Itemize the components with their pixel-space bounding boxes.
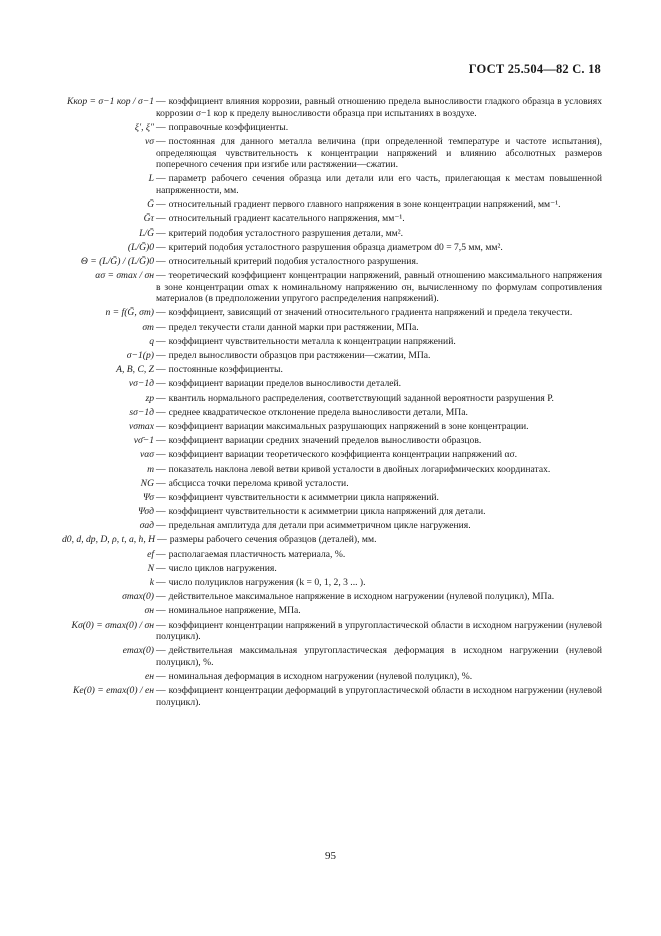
definition-text bbox=[156, 270, 602, 305]
definition-description: число циклов нагружения. bbox=[168, 562, 277, 574]
definition-symbol: q bbox=[149, 335, 154, 347]
definition-description: критерий подобия усталостного разрушения образца диаметром d0 = 7,5 мм, мм². bbox=[168, 241, 503, 253]
definition-dash: — bbox=[156, 96, 166, 107]
definition-description: коэффициент влияния коррозии, равный отношению предела выносливости гладкого образца в условиях коррозии σ−1 кор к пределу выносливости образца при испытаниях в воздухе. bbox=[156, 96, 602, 119]
definition-dash: — bbox=[156, 577, 166, 588]
definition-dash: — bbox=[156, 135, 166, 147]
definition-dash: — bbox=[156, 645, 166, 657]
definition-dash: — bbox=[156, 255, 166, 267]
page-header: ГОСТ 25.504—82 С. 18 bbox=[468, 62, 601, 76]
definition-text bbox=[156, 336, 602, 348]
definition-description: коэффициент чувствительности к асимметрии цикла напряжений. bbox=[168, 491, 439, 503]
definition-text bbox=[156, 478, 602, 490]
definition-description: теоретический коэффициент концентрации напряжений, равный отношению максимального напряжения в зоне концентрации σmax к номинальному напряжению σн, вычисленному по формулам сопротивления материалов (в предположении упругого распределения напряжений). bbox=[156, 270, 602, 305]
definition-description: относительный градиент первого главного напряжения в зоне концентрации напряжений, мм⁻¹. bbox=[168, 199, 561, 211]
definition-dash: — bbox=[156, 335, 166, 347]
definition-text bbox=[156, 563, 602, 575]
definition-symbol: Ke(0) = emax(0) / eн bbox=[72, 685, 154, 697]
definition-description: поправочные коэффициенты. bbox=[168, 121, 289, 133]
definition-row bbox=[62, 685, 602, 708]
definition-description: предел выносливости образцов при растяжении—сжатии, МПа. bbox=[168, 350, 431, 361]
definition-dash: — bbox=[156, 605, 166, 617]
definition-text bbox=[156, 242, 602, 254]
definition-row bbox=[62, 591, 602, 603]
definition-symbol: Ψσ bbox=[142, 491, 154, 503]
definition-row bbox=[62, 173, 602, 196]
definition-text bbox=[156, 671, 602, 683]
definition-symbol: L bbox=[148, 173, 154, 185]
definition-symbol: NG bbox=[140, 477, 154, 489]
definition-description: коэффициент концентрации напряжений в упругопластической области в исходном нагружении (нулевой полуцикл). bbox=[156, 619, 602, 643]
definition-row bbox=[62, 407, 602, 419]
definition-description: относительный градиент касательного напряжения, мм⁻¹. bbox=[168, 213, 405, 225]
definition-row bbox=[62, 577, 602, 589]
definition-description: коэффициент вариации пределов выносливости деталей. bbox=[168, 378, 402, 390]
definition-row bbox=[62, 435, 602, 447]
definition-row bbox=[62, 520, 602, 532]
definition-text bbox=[156, 136, 602, 171]
definition-symbol: sσ−1д bbox=[129, 406, 154, 418]
definition-text bbox=[156, 645, 602, 668]
definition-row bbox=[62, 464, 602, 476]
definition-text bbox=[156, 591, 602, 603]
definition-row bbox=[62, 534, 602, 546]
definition-text bbox=[156, 378, 602, 390]
definition-description: среднее квадратическое отклонение предела выносливости детали, МПа. bbox=[168, 406, 468, 418]
definition-text bbox=[156, 435, 602, 447]
definition-dash: — bbox=[156, 463, 166, 475]
definition-dash: — bbox=[156, 477, 166, 489]
definition-dash: — bbox=[156, 619, 166, 631]
definition-row bbox=[62, 307, 602, 319]
definition-description: коэффициент концентрации деформаций в упругопластической области в исходном нагружении (нулевой полуцикл). bbox=[156, 685, 602, 708]
definition-description: предельная амплитуда для детали при асимметричном цикле нагружения. bbox=[168, 520, 471, 532]
definition-symbol: σ−1(р) bbox=[126, 350, 154, 361]
definition-dash: — bbox=[156, 685, 166, 697]
definition-row bbox=[62, 122, 602, 134]
definition-text bbox=[156, 620, 602, 643]
definition-symbol: (L/Ḡ)0 bbox=[127, 241, 154, 253]
definition-row bbox=[62, 620, 602, 643]
definition-symbol: zp bbox=[145, 392, 154, 404]
definition-dash: — bbox=[156, 562, 166, 574]
definition-description: параметр рабочего сечения образца или детали или его часть, прилегающая к местам повышенной напряженности, мм. bbox=[156, 173, 602, 196]
definition-description: показатель наклона левой ветви кривой усталости в двойных логарифмических координатах. bbox=[168, 463, 551, 475]
definition-dash: — bbox=[156, 213, 166, 225]
definition-text bbox=[156, 605, 602, 617]
definition-dash: — bbox=[156, 520, 166, 532]
definition-row bbox=[62, 549, 602, 561]
definition-dash: — bbox=[156, 241, 166, 253]
definition-symbol: ασ = σmax / σн bbox=[95, 270, 154, 282]
definition-text bbox=[156, 213, 602, 225]
definition-text bbox=[156, 421, 602, 433]
definition-text bbox=[156, 549, 602, 561]
definition-text bbox=[156, 407, 602, 419]
definition-description: коэффициент чувствительности металла к концентрации напряжений. bbox=[168, 335, 456, 347]
definition-dash: — bbox=[156, 491, 166, 503]
definition-row bbox=[62, 213, 602, 225]
definition-description: предел текучести стали данной марки при растяжении, МПа. bbox=[168, 321, 419, 333]
page-number: 95 bbox=[325, 850, 336, 862]
definition-description: постоянная для данного металла величина (при определенной температуре и частоте испытания), определяющая чувствительность к концентрации напряжений и влиянию абсолютных размеров поперечного сечения при изгибе или растяжении—сжатии. bbox=[156, 135, 602, 171]
definition-symbol: vσmax bbox=[129, 420, 154, 432]
definition-text bbox=[156, 228, 602, 240]
definitions-list bbox=[62, 96, 602, 711]
definition-row bbox=[62, 563, 602, 575]
definition-text bbox=[156, 322, 602, 334]
definition-description: действительное максимальное напряжение в исходном нагружении (нулевой полуцикл), МПа. bbox=[168, 591, 555, 603]
definition-dash: — bbox=[156, 199, 166, 211]
definition-row bbox=[62, 492, 602, 504]
definition-symbol: vσ−1д bbox=[128, 378, 154, 390]
definition-symbol: σн bbox=[144, 605, 154, 617]
definition-description: номинальная деформация в исходном нагружении (нулевой полуцикл), %. bbox=[168, 671, 473, 683]
definition-symbol: ξ′, ξ″ bbox=[134, 121, 154, 133]
definition-symbol: Ḡ bbox=[147, 199, 154, 211]
definition-text bbox=[156, 96, 602, 119]
definition-symbol: eн bbox=[144, 671, 154, 683]
definition-description: коэффициент чувствительности к асимметрии цикла напряжений для детали. bbox=[168, 506, 486, 518]
definition-dash: — bbox=[156, 378, 166, 390]
definition-symbol: νσ bbox=[145, 135, 154, 147]
definition-text bbox=[156, 685, 602, 708]
definition-dash: — bbox=[156, 364, 166, 376]
definition-symbol: σmax(0) bbox=[122, 591, 154, 603]
definition-row bbox=[62, 605, 602, 617]
definition-text bbox=[156, 577, 602, 589]
definition-symbol: A, B, C, Z bbox=[116, 364, 154, 376]
definition-dash: — bbox=[156, 591, 166, 603]
definition-text bbox=[156, 506, 602, 518]
definition-row bbox=[62, 96, 602, 119]
definition-text bbox=[156, 199, 602, 211]
definition-symbol: Kкор = σ−1 кор / σ−1 bbox=[67, 96, 154, 107]
definition-dash: — bbox=[156, 270, 166, 282]
definition-text bbox=[156, 307, 602, 319]
definition-description: коэффициент вариации средних значений пределов выносливости образцов. bbox=[168, 435, 482, 447]
definition-row bbox=[62, 228, 602, 240]
definition-symbol: σт bbox=[142, 321, 154, 333]
definition-description: относительный критерий подобия усталостного разрушения. bbox=[168, 255, 419, 267]
definition-symbol: Ψσд bbox=[138, 506, 154, 518]
definition-text bbox=[156, 173, 602, 196]
definition-row bbox=[62, 256, 602, 268]
definition-dash: — bbox=[156, 173, 166, 185]
definition-description: коэффициент, зависящий от значений относительного градиента напряжений и предела текучести. bbox=[168, 307, 573, 319]
definition-row bbox=[62, 199, 602, 211]
definition-row bbox=[62, 350, 602, 362]
definition-dash: — bbox=[156, 420, 166, 432]
definition-row bbox=[62, 506, 602, 518]
definition-row bbox=[62, 421, 602, 433]
definition-text bbox=[156, 464, 602, 476]
definition-dash: — bbox=[156, 392, 166, 404]
definition-text bbox=[156, 256, 602, 268]
definition-description: действительная максимальная упругопластическая деформация в исходном нагружении (нулевой полуцикл), %. bbox=[156, 645, 602, 668]
definition-row bbox=[62, 378, 602, 390]
definition-symbol: emax(0) bbox=[122, 645, 154, 657]
definition-row bbox=[62, 393, 602, 405]
definition-symbol: m bbox=[147, 463, 154, 475]
definition-dash: — bbox=[156, 350, 166, 361]
definition-text bbox=[156, 364, 602, 376]
definition-description: квантиль нормального распределения, соответствующий заданной вероятности разрушения P. bbox=[168, 392, 554, 404]
definition-dash: — bbox=[156, 435, 166, 447]
definition-description: постоянные коэффициенты. bbox=[168, 364, 283, 376]
definition-dash: — bbox=[156, 548, 166, 560]
definition-dash: — bbox=[156, 671, 166, 683]
definition-description: номинальное напряжение, МПа. bbox=[168, 605, 301, 617]
definition-text bbox=[156, 449, 602, 461]
definition-symbol: σад bbox=[139, 520, 154, 532]
definition-row bbox=[62, 322, 602, 334]
definition-row bbox=[62, 336, 602, 348]
definition-row bbox=[62, 270, 602, 305]
definition-description: абсцисса точки перелома кривой усталости. bbox=[168, 477, 349, 489]
definition-dash: — bbox=[157, 534, 167, 546]
definition-description: коэффициент вариации теоретического коэффициента концентрации напряжений ασ. bbox=[168, 449, 518, 461]
definition-row bbox=[62, 242, 602, 254]
definition-symbol: Kσ(0) = σmax(0) / σн bbox=[71, 619, 154, 631]
definition-dash: — bbox=[156, 406, 166, 418]
definition-symbol: d0, d, dр, D, ρ, t, a, h, H bbox=[62, 534, 156, 546]
definition-symbol: L/Ḡ bbox=[139, 227, 154, 239]
definition-symbol: ef bbox=[147, 548, 154, 560]
definition-symbol: Θ = (L/Ḡ) / (L/Ḡ)0 bbox=[80, 255, 154, 267]
definition-symbol: n = f(Ḡ, σт) bbox=[105, 307, 154, 319]
definition-row bbox=[62, 136, 602, 171]
definition-row bbox=[62, 645, 602, 668]
definition-dash: — bbox=[156, 227, 166, 239]
definition-description: коэффициент вариации максимальных разрушающих напряжений в зоне концентрации. bbox=[168, 420, 529, 432]
definition-symbol: Ḡτ bbox=[143, 213, 154, 225]
definition-text bbox=[156, 393, 602, 405]
definition-symbol: vσ̄−1 bbox=[133, 435, 154, 447]
definition-description: размеры рабочего сечения образцов (деталей), мм. bbox=[169, 534, 377, 546]
definition-row bbox=[62, 671, 602, 683]
definition-symbol: k bbox=[149, 577, 154, 588]
definition-description: располагаемая пластичность материала, %. bbox=[168, 548, 346, 560]
definition-dash: — bbox=[156, 321, 166, 333]
definition-dash: — bbox=[156, 506, 166, 518]
definition-description: критерий подобия усталостного разрушения детали, мм². bbox=[168, 227, 404, 239]
definition-text bbox=[156, 492, 602, 504]
definition-symbol: vασ bbox=[139, 449, 154, 461]
definition-description: число полуциклов нагружения (k = 0, 1, 2, 3 ... ). bbox=[168, 577, 366, 588]
definition-row bbox=[62, 449, 602, 461]
definition-row bbox=[62, 364, 602, 376]
definition-text bbox=[156, 520, 602, 532]
definition-dash: — bbox=[156, 121, 166, 133]
definition-text bbox=[156, 122, 602, 134]
definition-row bbox=[62, 478, 602, 490]
definition-symbol: N bbox=[147, 562, 154, 574]
definition-text bbox=[157, 534, 602, 546]
definition-text bbox=[156, 350, 602, 362]
definition-dash: — bbox=[156, 449, 166, 461]
definition-dash: — bbox=[156, 307, 166, 319]
